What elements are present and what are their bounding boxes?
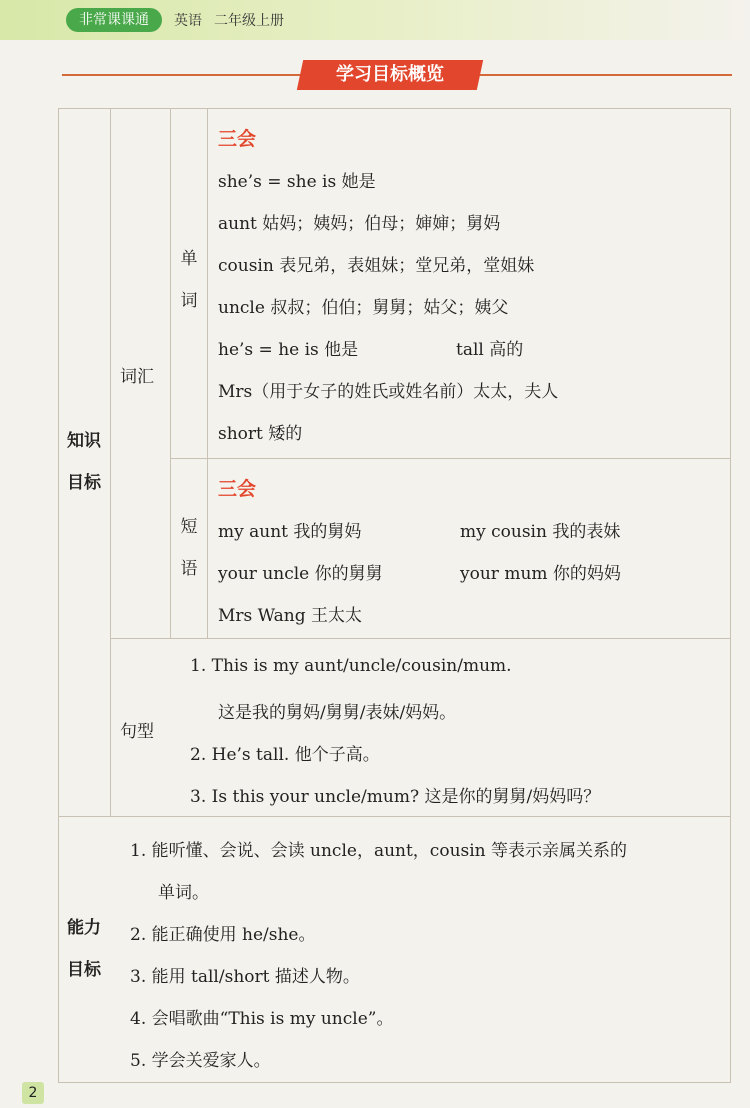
subject-label: 英语 [174, 13, 202, 29]
vocab-label: 词汇 [120, 367, 154, 387]
phrase-line: Mrs Wang 王太太 [218, 606, 363, 626]
divider-wordtype [207, 108, 208, 638]
word-line: she’s = she is 她是 [218, 172, 376, 192]
phrase-line: my aunt 我的舅妈 [218, 522, 362, 542]
phrase-line: your uncle 你的舅舅 [218, 564, 383, 584]
ability-line: 1. 能听懂、会说、会读 uncle，aunt，cousin 等表示亲属关系的 [130, 841, 628, 861]
word-line: aunt 姑妈；姨妈；伯母；婶婶；舅妈 [218, 214, 501, 234]
divider-knowledge-ability [58, 816, 731, 817]
sentence-line: 2. He’s tall. 他个子高。 [190, 745, 380, 765]
sentence-line: 3. Is this your uncle/mum? 这是你的舅舅/妈妈吗？ [190, 787, 601, 807]
sentence-line: 1. This is my aunt/uncle/cousin/mum. [190, 656, 512, 676]
sentence-line: 这是我的舅妈/舅舅/表妹/妈妈。 [218, 703, 457, 723]
ability-line: 2. 能正确使用 he/she。 [130, 925, 316, 945]
ability-label-1: 能力 [67, 918, 101, 938]
brand-badge: 非常课课通 [66, 8, 162, 32]
ability-line: 3. 能用 tall/short 描述人物。 [130, 967, 360, 987]
ability-label-2: 目标 [67, 960, 101, 980]
table-border-right [730, 108, 731, 1083]
words-label-2: 词 [180, 291, 198, 311]
divider-words-phrases [170, 458, 731, 459]
knowledge-label-1: 知识 [67, 431, 101, 451]
word-line: he’s = he is 他是 [218, 340, 359, 360]
words-label-1: 单 [180, 249, 198, 269]
words-heading: 三会 [218, 128, 257, 150]
divider-vocab-sentences [110, 638, 731, 639]
word-line: cousin 表兄弟，表姐妹；堂兄弟，堂姐妹 [218, 256, 535, 276]
page-number: 2 [22, 1082, 44, 1104]
table-border-top [58, 108, 731, 109]
phrase-line: your mum 你的妈妈 [460, 564, 621, 584]
sentences-label: 句型 [120, 722, 154, 742]
phrases-label-2: 语 [180, 559, 198, 579]
page-title-text: 学习目标概览 [336, 64, 444, 85]
ability-line: 单词。 [158, 883, 209, 903]
phrases-label-1: 短 [180, 517, 198, 537]
table-border-bottom [58, 1082, 731, 1083]
word-line: Mrs（用于女子的姓氏或姓名前）太太，夫人 [218, 382, 559, 402]
ability-line: 4. 会唱歌曲“This is my uncle”。 [130, 1009, 394, 1029]
knowledge-label-2: 目标 [67, 473, 101, 493]
word-line-extra: tall 高的 [456, 340, 524, 360]
word-line: uncle 叔叔；伯伯；舅舅；姑父；姨父 [218, 298, 509, 318]
phrases-heading: 三会 [218, 478, 257, 500]
grade-label: 二年级上册 [214, 13, 284, 29]
page-title [297, 60, 483, 90]
ability-line: 5. 学会关爱家人。 [130, 1051, 271, 1071]
word-line: short 矮的 [218, 424, 303, 444]
phrase-line: my cousin 我的表妹 [460, 522, 621, 542]
